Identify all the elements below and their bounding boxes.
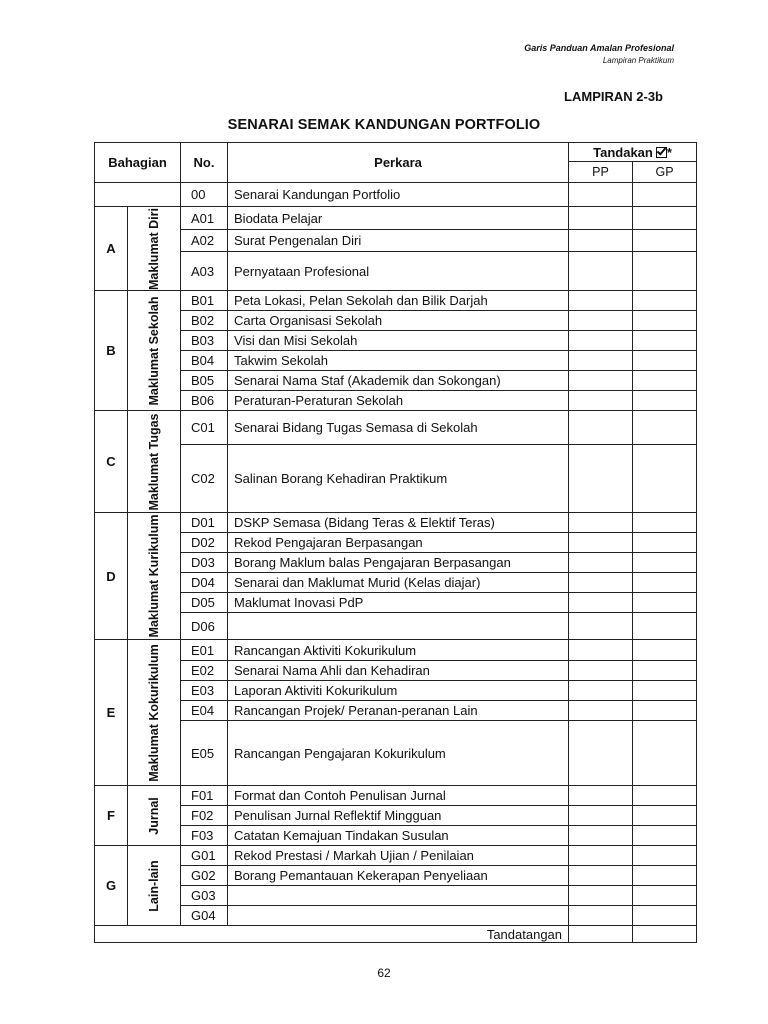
row-item: Senarai Bidang Tugas Semasa di Sekolah xyxy=(228,411,569,445)
pp-check-cell[interactable] xyxy=(569,640,633,661)
pp-check-cell[interactable] xyxy=(569,786,633,806)
section-label-text: Lain-lain xyxy=(147,859,161,912)
section-letter: G xyxy=(95,846,128,926)
gp-check-cell[interactable] xyxy=(633,886,697,906)
row-item: Catatan Kemajuan Tindakan Susulan xyxy=(228,826,569,846)
row-number: G02 xyxy=(181,866,228,886)
table-row xyxy=(95,445,697,513)
row-item: Carta Organisasi Sekolah xyxy=(228,311,569,331)
signature-row xyxy=(95,926,697,943)
empty-cell xyxy=(95,183,181,207)
gp-signature-cell[interactable] xyxy=(633,926,697,943)
pp-check-cell[interactable] xyxy=(569,613,633,640)
pp-check-cell[interactable] xyxy=(569,513,633,533)
table-row xyxy=(95,291,697,311)
table-row xyxy=(95,701,697,721)
pp-check-cell[interactable] xyxy=(569,391,633,411)
table-row xyxy=(95,886,697,906)
header-bahagian: Bahagian xyxy=(95,143,181,183)
gp-check-cell[interactable] xyxy=(633,230,697,252)
gp-check-cell[interactable] xyxy=(633,331,697,351)
table-row xyxy=(95,513,697,533)
row-number: A01 xyxy=(181,207,228,230)
gp-check-cell[interactable] xyxy=(633,445,697,513)
pp-check-cell[interactable] xyxy=(569,411,633,445)
row-number: E01 xyxy=(181,640,228,661)
table-row xyxy=(95,593,697,613)
section-letter: E xyxy=(95,640,128,786)
table-row xyxy=(95,207,697,230)
row-number: D02 xyxy=(181,533,228,553)
row-number: B03 xyxy=(181,331,228,351)
pp-check-cell[interactable] xyxy=(569,721,633,786)
section-label-text: Maklumat Diri xyxy=(147,207,161,290)
gp-check-cell[interactable] xyxy=(633,593,697,613)
table-row xyxy=(95,351,697,371)
gp-check-cell[interactable] xyxy=(633,640,697,661)
row-item: Surat Pengenalan Diri xyxy=(228,230,569,252)
row-item: Senarai dan Maklumat Murid (Kelas diajar) xyxy=(228,573,569,593)
row-item: Visi dan Misi Sekolah xyxy=(228,331,569,351)
header-tandakan xyxy=(569,143,697,162)
header-no: No. xyxy=(181,143,228,183)
table-row xyxy=(95,252,697,291)
guide-title: Garis Panduan Amalan Profesional xyxy=(524,43,674,53)
section-letter: B xyxy=(95,291,128,411)
table-row xyxy=(95,613,697,640)
table-row xyxy=(95,661,697,681)
table-row xyxy=(95,573,697,593)
row-number: F01 xyxy=(181,786,228,806)
gp-check-cell[interactable] xyxy=(633,291,697,311)
gp-check-cell[interactable] xyxy=(633,786,697,806)
table-row xyxy=(95,640,697,661)
table-row xyxy=(95,681,697,701)
row-item: Laporan Aktiviti Kokurikulum xyxy=(228,681,569,701)
header-pp: PP xyxy=(569,162,633,183)
row-item xyxy=(228,906,569,926)
pp-check-cell[interactable] xyxy=(569,183,633,207)
row-number: B04 xyxy=(181,351,228,371)
header-perkara: Perkara xyxy=(228,143,569,183)
gp-check-cell[interactable] xyxy=(633,183,697,207)
table-row xyxy=(95,411,697,445)
gp-check-cell[interactable] xyxy=(633,721,697,786)
gp-check-cell[interactable] xyxy=(633,391,697,411)
gp-check-cell[interactable] xyxy=(633,613,697,640)
table-row xyxy=(95,331,697,351)
table-row xyxy=(95,553,697,573)
section-label xyxy=(128,291,181,411)
table-row xyxy=(95,371,697,391)
row-number: D01 xyxy=(181,513,228,533)
row-item: Pernyataan Profesional xyxy=(228,252,569,291)
row-number: G01 xyxy=(181,846,228,866)
checkbox-checked-icon xyxy=(656,147,667,158)
gp-check-cell[interactable] xyxy=(633,806,697,826)
gp-check-cell[interactable] xyxy=(633,252,697,291)
row-number: A02 xyxy=(181,230,228,252)
table-row xyxy=(95,846,697,866)
section-letter: D xyxy=(95,513,128,640)
table-row xyxy=(95,311,697,331)
row-item: Rancangan Projek/ Peranan-peranan Lain xyxy=(228,701,569,721)
pp-check-cell[interactable] xyxy=(569,886,633,906)
pp-check-cell[interactable] xyxy=(569,533,633,553)
row-item: Senarai Nama Staf (Akademik dan Sokongan) xyxy=(228,371,569,391)
pp-check-cell[interactable] xyxy=(569,681,633,701)
row-number: E04 xyxy=(181,701,228,721)
row-number: G04 xyxy=(181,906,228,926)
gp-check-cell[interactable] xyxy=(633,371,697,391)
row-item: Takwim Sekolah xyxy=(228,351,569,371)
section-letter: A xyxy=(95,207,128,291)
row-item: Biodata Pelajar xyxy=(228,207,569,230)
row-item: Borang Maklum balas Pengajaran Berpasangan xyxy=(228,553,569,573)
row-item: Rancangan Pengajaran Kokurikulum xyxy=(228,721,569,786)
row-item: Format dan Contoh Penulisan Jurnal xyxy=(228,786,569,806)
signature-label: Tandatangan xyxy=(95,926,569,943)
pp-check-cell[interactable] xyxy=(569,826,633,846)
row-item xyxy=(228,613,569,640)
section-letter: F xyxy=(95,786,128,846)
table-row xyxy=(95,806,697,826)
gp-check-cell[interactable] xyxy=(633,906,697,926)
row-number: F02 xyxy=(181,806,228,826)
appendix-label: LAMPIRAN 2-3b xyxy=(564,89,663,104)
table-row xyxy=(95,906,697,926)
pp-check-cell[interactable] xyxy=(569,701,633,721)
gp-check-cell[interactable] xyxy=(633,513,697,533)
pp-check-cell[interactable] xyxy=(569,351,633,371)
pp-check-cell[interactable] xyxy=(569,230,633,252)
row-number: G03 xyxy=(181,886,228,906)
row-number: B01 xyxy=(181,291,228,311)
row-number: D06 xyxy=(181,613,228,640)
row-number: A03 xyxy=(181,252,228,291)
section-label-text: Maklumat Tugas xyxy=(147,412,161,511)
gp-check-cell[interactable] xyxy=(633,553,697,573)
header-tandakan-label: Tandakan xyxy=(593,144,653,160)
gp-check-cell[interactable] xyxy=(633,701,697,721)
gp-check-cell[interactable] xyxy=(633,411,697,445)
table-row xyxy=(95,866,697,886)
row-item: Rancangan Aktiviti Kokurikulum xyxy=(228,640,569,661)
row-item: Rekod Pengajaran Berpasangan xyxy=(228,533,569,553)
pp-check-cell[interactable] xyxy=(569,846,633,866)
section-label-text: Maklumat Kokurikulum xyxy=(147,643,161,782)
row-number: D03 xyxy=(181,553,228,573)
gp-check-cell[interactable] xyxy=(633,866,697,886)
pp-check-cell[interactable] xyxy=(569,311,633,331)
pp-check-cell[interactable] xyxy=(569,291,633,311)
pp-check-cell[interactable] xyxy=(569,906,633,926)
row-item: Salinan Borang Kehadiran Praktikum xyxy=(228,445,569,513)
row-item xyxy=(228,886,569,906)
pp-check-cell[interactable] xyxy=(569,573,633,593)
row-number: E05 xyxy=(181,721,228,786)
page-number: 62 xyxy=(377,966,391,980)
section-label xyxy=(128,513,181,640)
gp-check-cell[interactable] xyxy=(633,311,697,331)
pp-check-cell[interactable] xyxy=(569,661,633,681)
row-number: 00 xyxy=(181,183,228,207)
gp-check-cell[interactable] xyxy=(633,207,697,230)
pp-check-cell[interactable] xyxy=(569,331,633,351)
pp-check-cell[interactable] xyxy=(569,553,633,573)
row-item: Peraturan-Peraturan Sekolah xyxy=(228,391,569,411)
gp-check-cell[interactable] xyxy=(633,661,697,681)
checklist-table xyxy=(94,142,697,943)
row-number: C01 xyxy=(181,411,228,445)
pp-check-cell[interactable] xyxy=(569,593,633,613)
header-tandakan-asterisk: * xyxy=(666,144,672,160)
pp-check-cell[interactable] xyxy=(569,445,633,513)
row-number: E02 xyxy=(181,661,228,681)
pp-check-cell[interactable] xyxy=(569,371,633,391)
table-row xyxy=(95,721,697,786)
gp-check-cell[interactable] xyxy=(633,826,697,846)
section-label xyxy=(128,411,181,513)
section-label-text: Jurnal xyxy=(147,796,161,835)
row-number: B06 xyxy=(181,391,228,411)
pp-signature-cell[interactable] xyxy=(569,926,633,943)
row-number: F03 xyxy=(181,826,228,846)
row-item: Senarai Nama Ahli dan Kehadiran xyxy=(228,661,569,681)
section-letter: C xyxy=(95,411,128,513)
gp-check-cell[interactable] xyxy=(633,573,697,593)
row-number: E03 xyxy=(181,681,228,701)
table-row xyxy=(95,230,697,252)
row-item: DSKP Semasa (Bidang Teras & Elektif Teras) xyxy=(228,513,569,533)
section-label-text: Maklumat Kurikulum xyxy=(147,514,161,638)
section-label xyxy=(128,786,181,846)
section-label xyxy=(128,640,181,786)
table-row xyxy=(95,533,697,553)
gp-check-cell[interactable] xyxy=(633,681,697,701)
row-item: Peta Lokasi, Pelan Sekolah dan Bilik Darjah xyxy=(228,291,569,311)
gp-check-cell[interactable] xyxy=(633,846,697,866)
table-row xyxy=(95,786,697,806)
page-title: SENARAI SEMAK KANDUNGAN PORTFOLIO xyxy=(227,117,541,133)
header-gp: GP xyxy=(633,162,697,183)
row-number: D05 xyxy=(181,593,228,613)
row-item: Senarai Kandungan Portfolio xyxy=(228,183,569,207)
appendix-subtitle: Lampiran Praktikum xyxy=(602,56,674,65)
row-item: Penulisan Jurnal Reflektif Mingguan xyxy=(228,806,569,826)
pp-check-cell[interactable] xyxy=(569,866,633,886)
pp-check-cell[interactable] xyxy=(569,806,633,826)
row-number: C02 xyxy=(181,445,228,513)
section-label xyxy=(128,207,181,291)
table-row xyxy=(95,391,697,411)
gp-check-cell[interactable] xyxy=(633,351,697,371)
row-item: Maklumat Inovasi PdP xyxy=(228,593,569,613)
pp-check-cell[interactable] xyxy=(569,252,633,291)
table-row xyxy=(95,183,697,207)
pp-check-cell[interactable] xyxy=(569,207,633,230)
section-label xyxy=(128,846,181,926)
row-number: B05 xyxy=(181,371,228,391)
row-item: Rekod Prestasi / Markah Ujian / Penilaian xyxy=(228,846,569,866)
gp-check-cell[interactable] xyxy=(633,533,697,553)
table-row xyxy=(95,826,697,846)
row-number: B02 xyxy=(181,311,228,331)
section-label-text: Maklumat Sekolah xyxy=(147,295,161,406)
row-item: Borang Pemantauan Kekerapan Penyeliaan xyxy=(228,866,569,886)
row-number: D04 xyxy=(181,573,228,593)
